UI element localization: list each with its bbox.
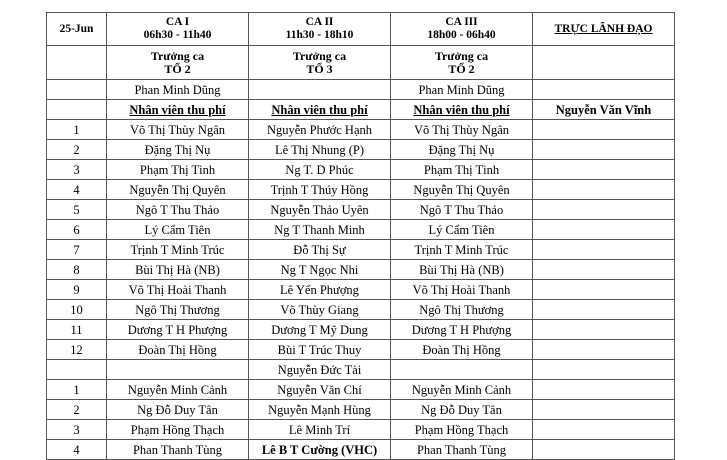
shift1-leader-cell[interactable]	[107, 46, 249, 80]
row-number-cell[interactable]: 3	[47, 160, 107, 180]
shift3-staff-cell[interactable]: Đặng Thị Nụ	[391, 140, 533, 160]
shift3-staff-cell[interactable]: Nguyễn Thị Quyên	[391, 180, 533, 200]
shift2-name: CA II	[305, 16, 334, 28]
row-number-cell[interactable]: 1	[47, 380, 107, 400]
shift2-staff-cell[interactable]: Dương T Mỹ Dung	[249, 320, 391, 340]
duty-cell[interactable]	[533, 320, 675, 340]
shift2-staff-cell[interactable]: Lê Minh Trí	[249, 420, 391, 440]
row-number-cell[interactable]: 5	[47, 200, 107, 220]
shift2-staff-cell[interactable]: Nguyễn Thảo Uyên	[249, 200, 391, 220]
shift2-leader-group: TỔ 3	[306, 61, 333, 76]
table-row	[47, 140, 675, 160]
shift3-leader-cell[interactable]	[391, 46, 533, 80]
row-number-cell[interactable]: 4	[47, 180, 107, 200]
shift3-staff-cell[interactable]: Ngô T Thu Thảo	[391, 200, 533, 220]
table-row	[47, 200, 675, 220]
shift1-staff-cell[interactable]: Lý Cẩm Tiên	[107, 220, 249, 240]
shift1-staff-cell[interactable]: Đoàn Thị Hồng	[107, 340, 249, 360]
shift2-staff-cell[interactable]: Võ Thùy Giang	[249, 300, 391, 320]
shift2-staff-cell[interactable]: Trịnh T Thúy Hồng	[249, 180, 391, 200]
empty-cell[interactable]	[533, 46, 675, 80]
shift2-leader-name[interactable]	[249, 80, 391, 100]
shift3-staff-cell[interactable]: Dương T H Phượng	[391, 320, 533, 340]
date-cell[interactable]: 25-Jun	[47, 13, 107, 46]
shift2-time: 11h30 - 18h10	[285, 29, 354, 41]
row-number-cell[interactable]: 11	[47, 320, 107, 340]
table-row	[47, 320, 675, 340]
table-row	[47, 180, 675, 200]
shift2-staff-cell[interactable]: Lê B T Cường (VHC)	[249, 440, 391, 460]
shift1-name: CA I	[165, 16, 190, 28]
row-number-cell[interactable]	[47, 360, 107, 380]
shift3-staff-cell[interactable]: Ngô Thị Thương	[391, 300, 533, 320]
empty-cell[interactable]	[533, 80, 675, 100]
shift2-header[interactable]	[249, 13, 391, 46]
shift3-staff-cell[interactable]: Ng Đỗ Duy Tân	[391, 400, 533, 420]
shift2-staff-cell[interactable]: Nguyễn Văn Chí	[249, 380, 391, 400]
duty-cell[interactable]	[533, 180, 675, 200]
shift1-staff-cell[interactable]: Võ Thị Thùy Ngân	[107, 120, 249, 140]
table-row	[47, 240, 675, 260]
table-row	[47, 400, 675, 420]
shift1-staff-cell[interactable]: Phan Thanh Tùng	[107, 440, 249, 460]
duty-cell[interactable]	[533, 120, 675, 140]
shift2-leader-cell[interactable]	[249, 46, 391, 80]
shift1-leader-group: TỔ 2	[164, 61, 191, 76]
duty-cell[interactable]	[533, 360, 675, 380]
shift3-staff-header[interactable]: Nhân viên thu phí	[391, 100, 533, 120]
duty-cell[interactable]	[533, 220, 675, 240]
duty-header[interactable]: TRỰC LÃNH ĐẠO	[533, 13, 675, 46]
shift1-staff-cell[interactable]: Ngô T Thu Thảo	[107, 200, 249, 220]
shift3-staff-cell[interactable]: Nguyễn Minh Cảnh	[391, 380, 533, 400]
shift1-staff-cell[interactable]: Ngô Thị Thương	[107, 300, 249, 320]
shift1-staff-cell[interactable]: Nguyễn Thị Quyên	[107, 180, 249, 200]
row-number-cell[interactable]: 2	[47, 400, 107, 420]
row-number-cell[interactable]: 7	[47, 240, 107, 260]
shift1-leader-name[interactable]: Phan Minh Dũng	[107, 80, 249, 100]
row-number-cell[interactable]: 10	[47, 300, 107, 320]
duty-cell[interactable]	[533, 160, 675, 180]
table-row	[47, 360, 675, 380]
duty-cell[interactable]	[533, 440, 675, 460]
duty-cell[interactable]	[533, 340, 675, 360]
duty-person[interactable]: Nguyễn Văn Vĩnh	[533, 100, 675, 120]
row-number-cell[interactable]: 12	[47, 340, 107, 360]
shift3-staff-cell[interactable]: Đoàn Thị Hồng	[391, 340, 533, 360]
table-row	[47, 160, 675, 180]
empty-cell[interactable]	[47, 100, 107, 120]
table-row	[47, 260, 675, 280]
table-row	[47, 220, 675, 240]
leader-name-row	[47, 80, 675, 100]
shift1-leader-title: Trưởng ca	[150, 48, 205, 63]
shift2-staff-cell[interactable]: Ng T. D Phúc	[249, 160, 391, 180]
shift1-staff-cell[interactable]	[107, 360, 249, 380]
shift3-leader-name[interactable]: Phan Minh Dũng	[391, 80, 533, 100]
table-row	[47, 300, 675, 320]
table-row	[47, 340, 675, 360]
shift2-staff-header[interactable]: Nhân viên thu phí	[249, 100, 391, 120]
shift3-header[interactable]	[391, 13, 533, 46]
shift1-staff-cell[interactable]: Bùi Thị Hà (NB)	[107, 260, 249, 280]
shift2-staff-cell[interactable]: Nguyễn Đức Tài	[249, 360, 391, 380]
shift2-staff-cell[interactable]: Ng T Ngọc Nhi	[249, 260, 391, 280]
duty-cell[interactable]	[533, 380, 675, 400]
table-row	[47, 420, 675, 440]
shift2-staff-cell[interactable]: Nguyễn Phước Hạnh	[249, 120, 391, 140]
table-row	[47, 380, 675, 400]
duty-cell[interactable]	[533, 300, 675, 320]
duty-cell[interactable]	[533, 420, 675, 440]
shift1-header[interactable]	[107, 13, 249, 46]
shift3-name: CA III	[445, 16, 478, 28]
staff-header-row	[47, 100, 675, 120]
shift1-staff-cell[interactable]: Phạm Hồng Thạch	[107, 420, 249, 440]
shift2-staff-cell[interactable]: Đỗ Thị Sự	[249, 240, 391, 260]
shift1-staff-cell[interactable]: Ng Đỗ Duy Tân	[107, 400, 249, 420]
shift3-staff-cell[interactable]	[391, 360, 533, 380]
shift1-staff-header[interactable]: Nhân viên thu phí	[107, 100, 249, 120]
row-number-cell[interactable]: 3	[47, 420, 107, 440]
shift2-staff-cell[interactable]: Ng T Thanh Minh	[249, 220, 391, 240]
row-number-cell[interactable]: 4	[47, 440, 107, 460]
shift2-staff-cell[interactable]: Lê Thị Nhung (P)	[249, 140, 391, 160]
empty-cell[interactable]	[47, 46, 107, 80]
shift1-time: 06h30 - 11h40	[143, 29, 212, 41]
row-number-cell[interactable]: 2	[47, 140, 107, 160]
duty-cell[interactable]	[533, 400, 675, 420]
shift-schedule-table	[46, 12, 675, 460]
duty-cell[interactable]	[533, 260, 675, 280]
row-number-cell[interactable]: 9	[47, 280, 107, 300]
shift3-time: 18h00 - 06h40	[427, 29, 496, 41]
shift1-staff-cell[interactable]: Nguyễn Minh Cảnh	[107, 380, 249, 400]
shift2-staff-cell[interactable]: Nguyễn Mạnh Hùng	[249, 400, 391, 420]
row-number-cell[interactable]: 1	[47, 120, 107, 140]
duty-cell[interactable]	[533, 140, 675, 160]
duty-cell[interactable]	[533, 240, 675, 260]
shift3-leader-title: Trưởng ca	[434, 48, 489, 63]
shift3-staff-cell[interactable]: Lý Cẩm Tiên	[391, 220, 533, 240]
duty-cell[interactable]	[533, 200, 675, 220]
shift1-staff-cell[interactable]: Dương T H Phượng	[107, 320, 249, 340]
table-row	[47, 280, 675, 300]
shift3-staff-cell[interactable]: Trịnh T Minh Trúc	[391, 240, 533, 260]
shift1-staff-cell[interactable]: Trịnh T Minh Trúc	[107, 240, 249, 260]
duty-cell[interactable]	[533, 280, 675, 300]
shift2-leader-title: Trưởng ca	[292, 48, 347, 63]
row-number-cell[interactable]: 6	[47, 220, 107, 240]
shift3-staff-cell[interactable]: Phan Thanh Tùng	[391, 440, 533, 460]
row-number-cell[interactable]: 8	[47, 260, 107, 280]
shift1-staff-cell[interactable]: Phạm Thị Tình	[107, 160, 249, 180]
shift2-staff-cell[interactable]: Bùi T Trúc Thuy	[249, 340, 391, 360]
shift3-staff-cell[interactable]: Bùi Thị Hà (NB)	[391, 260, 533, 280]
empty-cell[interactable]	[47, 80, 107, 100]
table-row	[47, 440, 675, 460]
shift3-staff-cell[interactable]: Võ Thị Thùy Ngân	[391, 120, 533, 140]
header-row	[47, 13, 675, 46]
shift3-leader-group: TỔ 2	[448, 61, 475, 76]
shift3-staff-cell[interactable]: Phạm Hồng Thạch	[391, 420, 533, 440]
shift2-staff-cell[interactable]: Lê Yến Phượng	[249, 280, 391, 300]
shift3-staff-cell[interactable]: Võ Thị Hoài Thanh	[391, 280, 533, 300]
leader-title-row	[47, 46, 675, 80]
shift1-staff-cell[interactable]: Đặng Thị Nụ	[107, 140, 249, 160]
table-row	[47, 120, 675, 140]
shift3-staff-cell[interactable]: Phạm Thị Tình	[391, 160, 533, 180]
shift1-staff-cell[interactable]: Võ Thị Hoài Thanh	[107, 280, 249, 300]
